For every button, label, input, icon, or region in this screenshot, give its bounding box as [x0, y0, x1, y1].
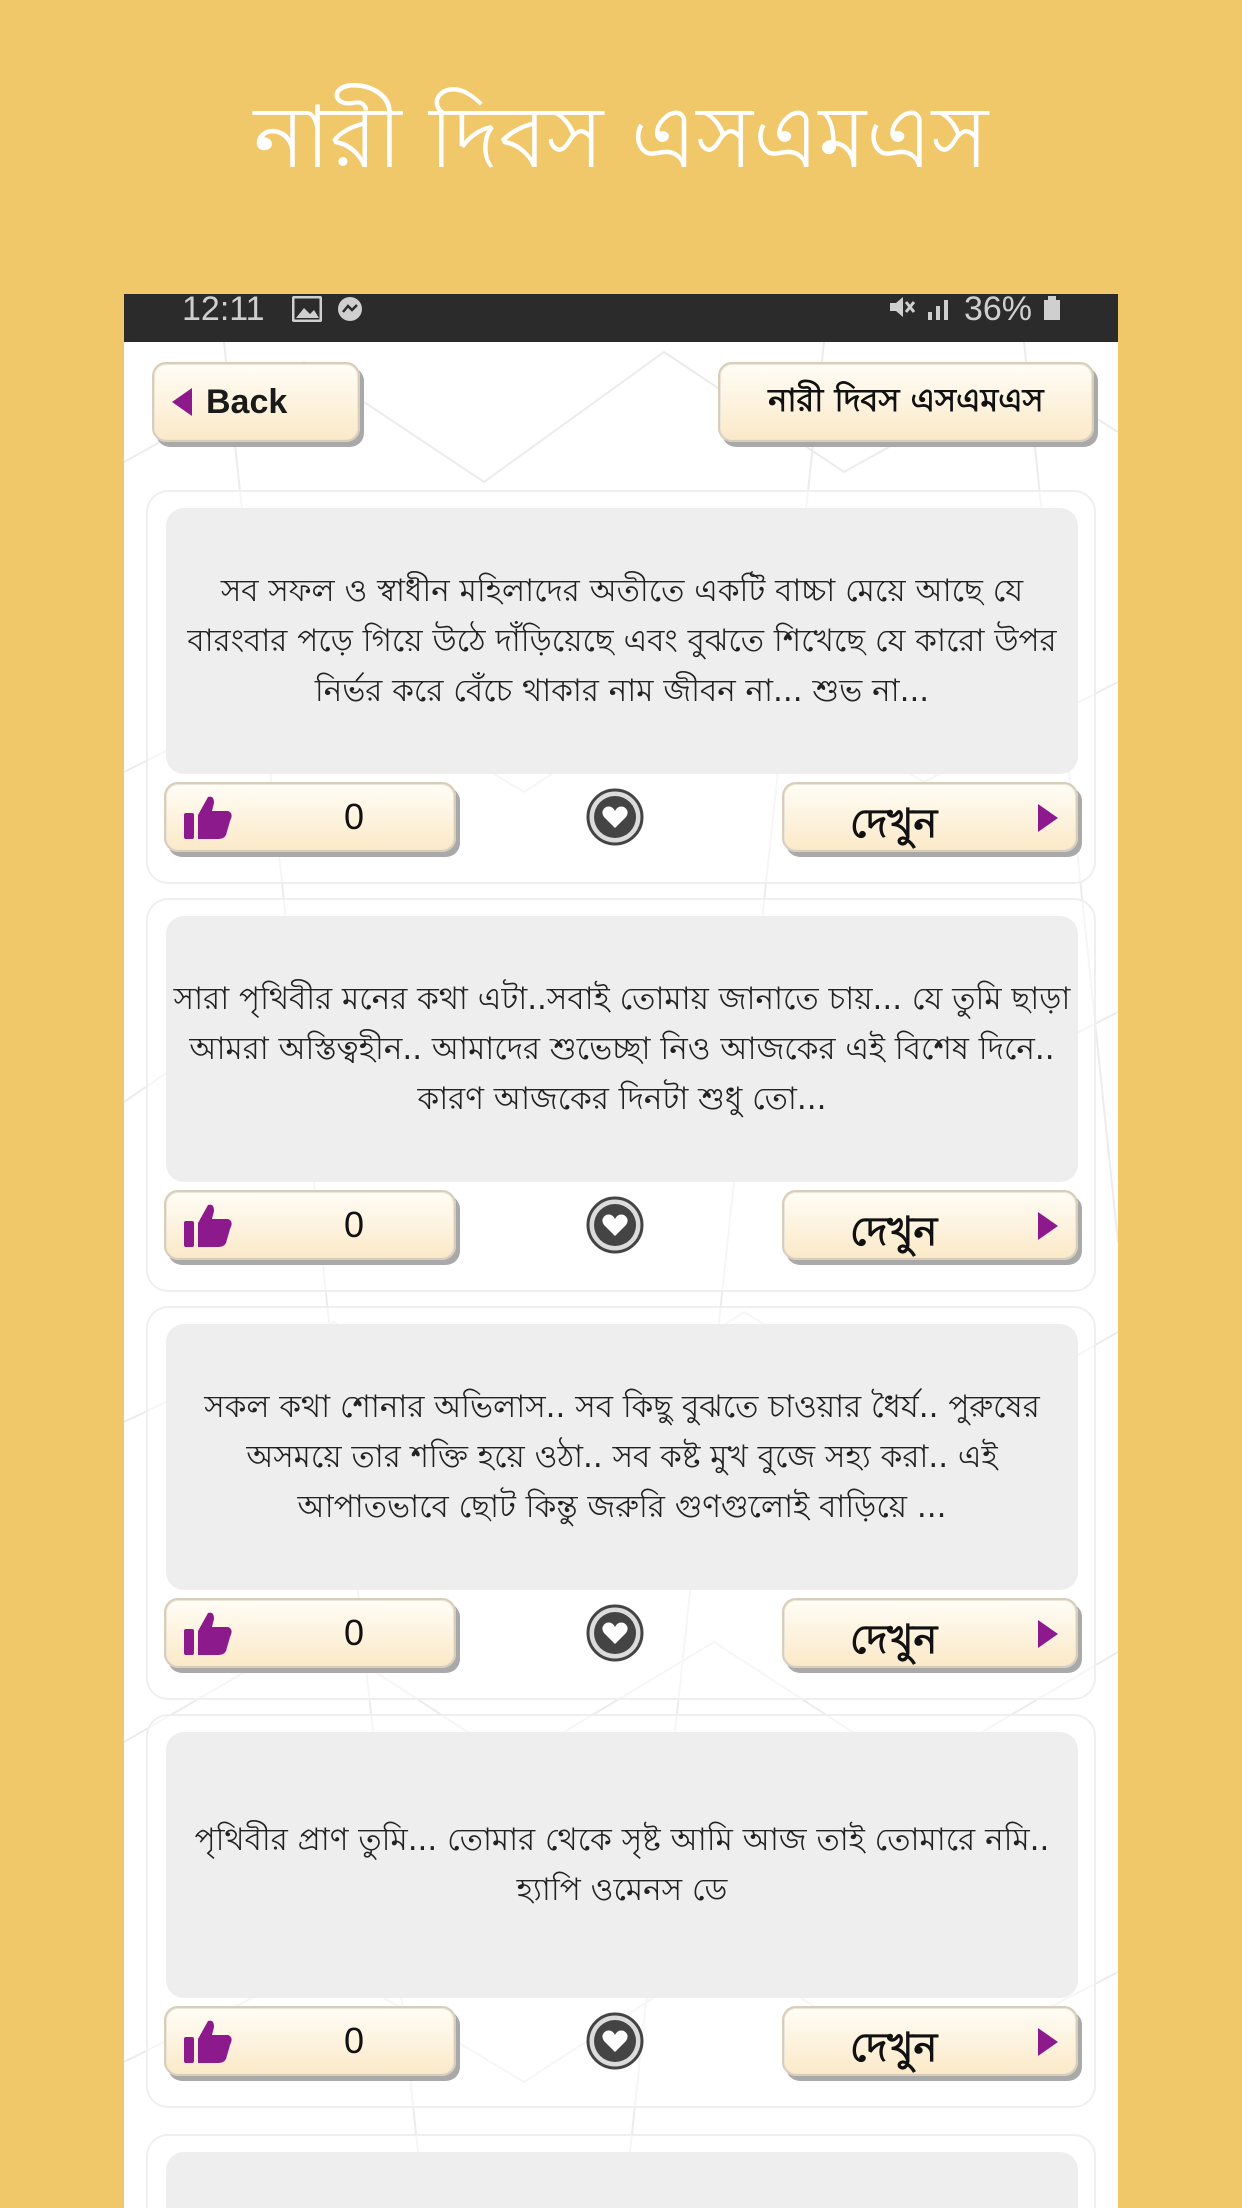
view-button[interactable]	[782, 1190, 1078, 1260]
view-button-label: দেখুন	[850, 2025, 938, 2071]
status-time: 12:11	[182, 294, 265, 328]
message-card	[146, 490, 1096, 884]
view-button[interactable]	[782, 2006, 1078, 2076]
battery-icon	[1042, 294, 1062, 320]
favorite-icon[interactable]	[586, 1604, 644, 1662]
back-button[interactable]	[152, 362, 360, 442]
message-card	[146, 1306, 1096, 1700]
image-icon	[292, 296, 322, 322]
favorite-icon[interactable]	[586, 2012, 644, 2070]
message-text-partial[interactable]	[166, 2152, 1078, 2208]
view-button[interactable]	[782, 1598, 1078, 1668]
favorite-icon[interactable]	[586, 788, 644, 846]
like-button[interactable]	[164, 2006, 456, 2076]
battery-percent: 36%	[963, 294, 1032, 328]
view-button-label: দেখুন	[850, 1617, 938, 1663]
like-button[interactable]	[164, 1598, 456, 1668]
view-button-label: দেখুন	[850, 1209, 938, 1255]
play-arrow-icon	[1038, 1620, 1058, 1648]
like-count: 0	[344, 1204, 365, 1245]
promo-title: নারী দিবস এসএমএস	[253, 88, 989, 188]
signal-icon	[926, 294, 954, 320]
view-button[interactable]	[782, 782, 1078, 852]
thumbs-up-icon	[182, 793, 234, 841]
message-text[interactable]: সকল কথা শোনার অভিলাস.. সব কিছু বুঝতে চাওয়ার ধৈর্য.. পুরুষের অসময়ে তার শক্তি হয়ে ওঠা.. সব কষ্ট মুখ বুজে সহ্য করা.. এই আপাতভাবে ছোট কিন্তু জরুরি গুণগুলোই বাড়িয়ে ...	[166, 1324, 1078, 1590]
like-count: 0	[344, 1612, 365, 1653]
message-card	[146, 898, 1096, 1292]
message-text[interactable]: পৃথিবীর প্রাণ তুমি... তোমার থেকে সৃষ্ট আমি আজ তাই তোমারে নমি.. হ্যাপি ওমেনস ডে	[166, 1732, 1078, 1998]
favorite-icon[interactable]	[586, 1196, 644, 1254]
message-text[interactable]: সারা পৃথিবীর মনের কথা এটা..সবাই তোমায় জানাতে চায়... যে তুমি ছাড়া আমরা অস্তিত্বহীন.. আমাদের শুভেচ্ছা নিও আজকের এই বিশেষ দিনে.. কারণ আজকের দিনটা শুধু তো...	[166, 916, 1078, 1182]
message-text[interactable]: সব সফল ও স্বাধীন মহিলাদের অতীতে একটি বাচ্চা মেয়ে আছে যে বারংবার পড়ে গিয়ে উঠে দাঁড়িয়েছে এবং বুঝতে শিখেছে যে কারো উপর নির্ভর করে বেঁচে থাকার নাম জীবন না... শুভ না...	[166, 508, 1078, 774]
back-button-label: Back	[206, 382, 288, 421]
like-count: 0	[344, 2020, 365, 2061]
category-title-label: নারী দিবস এসএমএস	[768, 381, 1044, 419]
play-arrow-icon	[1038, 2028, 1058, 2056]
phone-screen	[124, 294, 1118, 2208]
status-bar	[124, 294, 1118, 342]
like-button[interactable]	[164, 1190, 456, 1260]
play-arrow-icon	[1038, 1212, 1058, 1240]
thumbs-up-icon	[182, 1201, 234, 1249]
back-arrow-icon	[172, 388, 192, 416]
message-card	[146, 1714, 1096, 2108]
thumbs-up-icon	[182, 2017, 234, 2065]
messenger-icon	[336, 296, 364, 324]
play-arrow-icon	[1038, 804, 1058, 832]
like-button[interactable]	[164, 782, 456, 852]
mute-icon	[888, 294, 916, 320]
message-card-partial	[146, 2134, 1096, 2208]
like-count: 0	[344, 796, 365, 837]
view-button-label: দেখুন	[850, 801, 938, 847]
thumbs-up-icon	[182, 1609, 234, 1657]
category-title-button[interactable]	[718, 362, 1094, 442]
